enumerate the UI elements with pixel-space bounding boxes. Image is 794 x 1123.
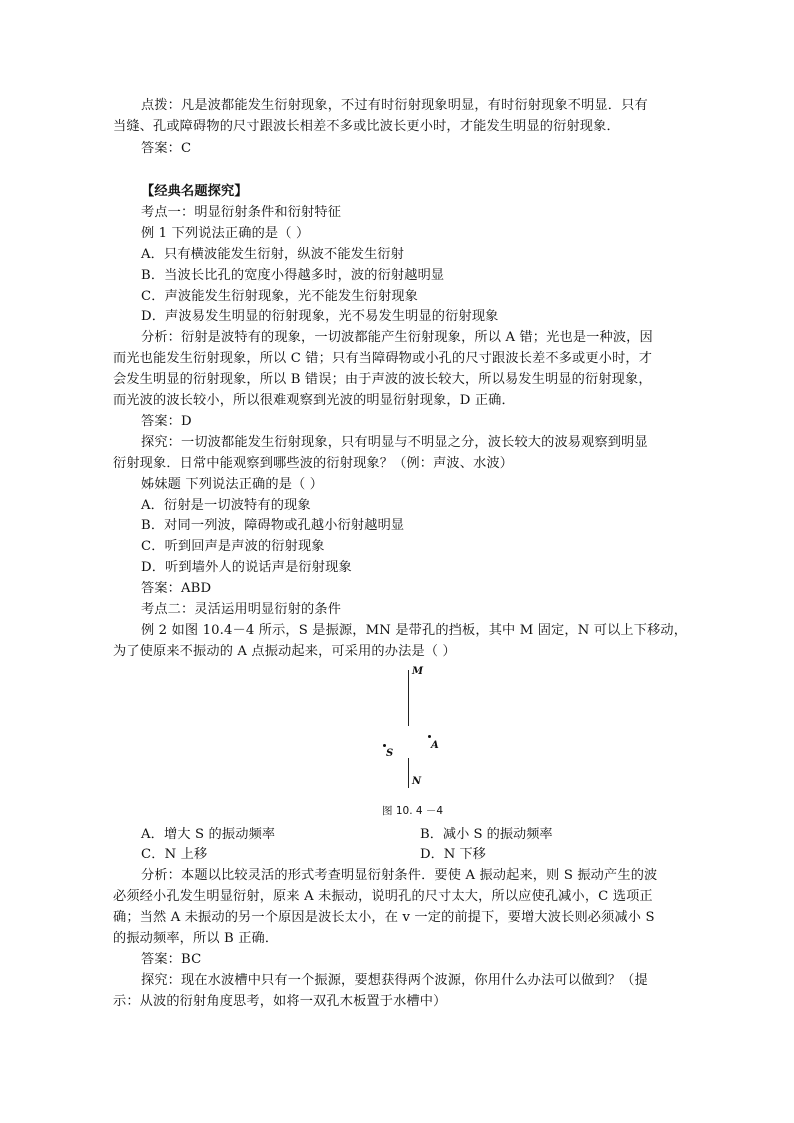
example-2-question-1: 例 2 如图 10.4－4 所示，S 是振源，MN 是带孔的挡板，其中 M 固定，N 可以上下移动， xyxy=(141,623,688,638)
example-2-explore-1: 探究：现在水波槽中只有一个振源，要想获得两个波源，你用什么办法可以做到？（提 xyxy=(141,973,648,988)
sister-question: 姊妹题 下列说法正确的是（ ） xyxy=(141,477,324,492)
example-1-explore-1: 探究：一切波都能发生衍射现象，只有明显与不明显之分，波长较大的波易观察到明显 xyxy=(141,435,648,450)
example-2-analysis-1: 分析：本题以比较灵活的形式考查明显衍射条件．要使 A 振动起来，则 S 振动产生的波 xyxy=(141,868,658,883)
topic-1: 考点一：明显衍射条件和衍射特征 xyxy=(141,205,342,220)
hint-line-1: 点拨：凡是波都能发生衍射现象，不过有时衍射现象明显，有时衍射现象不明显．只有 xyxy=(141,98,648,113)
example-2-answer: 答案：BC xyxy=(141,952,202,967)
example-2-explore-2: 示：从波的衍射角度思考，如将一双孔木板置于水槽中） xyxy=(113,994,447,1009)
label-n: N xyxy=(412,776,422,787)
barrier-m-segment xyxy=(408,670,409,726)
sister-answer: 答案：ABD xyxy=(141,581,212,596)
example-2-analysis-4: 的振动频率，所以 B 正确． xyxy=(113,931,279,946)
sister-option-a: A．衍射是一切波特有的现象 xyxy=(141,498,311,513)
example-1-analysis-2: 而光也能发生衍射现象，所以 C 错；只有当障碍物或小孔的尺寸跟波长差不多或更小时，才 xyxy=(113,351,653,366)
example-1-option-d: D．声波易发生明显的衍射现象，光不易发生明显的衍射现象 xyxy=(141,309,499,324)
example-1-question: 例 1 下列说法正确的是（ ） xyxy=(141,226,310,241)
example-2-option-d: D．N 下移 xyxy=(420,847,486,862)
figure-caption: 图 10. 4 －4 xyxy=(382,805,444,817)
label-m: M xyxy=(412,666,424,677)
example-1-analysis-4: 而光波的波长较小，所以很难观察到光波的明显衍射现象，D 正确． xyxy=(113,393,515,408)
example-2-question-2: 为了使原来不振动的 A 点振动起来，可采用的办法是（ ） xyxy=(113,644,456,659)
topic-2: 考点二：灵活运用明显衍射的条件 xyxy=(141,602,342,617)
label-s: S xyxy=(386,748,394,759)
example-2-analysis-2: 必须经小孔发生明显衍射，原来 A 未振动，说明孔的尺寸太大，所以应使孔减小，C 选项正 xyxy=(113,889,653,904)
example-1-answer: 答案：D xyxy=(141,414,192,429)
sister-option-b: B．对同一列波，障碍物或孔越小衍射越明显 xyxy=(141,518,405,533)
barrier-n-segment xyxy=(408,758,409,788)
example-1-analysis-3: 会发生明显的衍射现象，所以 B 错误；由于声波的波长较大，所以易发生明显的衍射现象， xyxy=(113,372,652,387)
hint-answer: 答案：C xyxy=(141,141,192,156)
example-1-option-b: B．当波长比孔的宽度小得越多时，波的衍射越明显 xyxy=(141,268,445,283)
point-a-dot xyxy=(428,735,431,738)
label-a: A xyxy=(431,740,439,751)
example-2-option-b: B．减小 S 的振动频率 xyxy=(420,827,553,842)
example-2-analysis-3: 确；当然 A 未振动的另一个原因是波长太小，在 v 一定的前提下，要增大波长则必须减小 S xyxy=(113,910,655,925)
hint-line-2: 当缝、孔或障碍物的尺寸跟波长相差不多或比波长更小时，才能发生明显的衍射现象． xyxy=(113,119,620,134)
example-2-option-c: C．N 上移 xyxy=(141,847,208,862)
example-2-option-a: A．增大 S 的振动频率 xyxy=(141,827,276,842)
sister-option-c: C．听到回声是声波的衍射现象 xyxy=(141,539,325,554)
source-s-dot xyxy=(383,744,386,747)
example-1-option-a: A．只有横波能发生衍射，纵波不能发生衍射 xyxy=(141,247,405,262)
sister-option-d: D．听到墙外人的说话声是衍射现象 xyxy=(141,560,352,575)
example-1-analysis-1: 分析：衍射是波特有的现象，一切波都能产生衍射现象，所以 A 错；光也是一种波，因 xyxy=(141,330,653,345)
example-1-option-c: C．声波能发生衍射现象，光不能发生衍射现象 xyxy=(141,289,418,304)
section-title: 【经典名题探究】 xyxy=(141,184,248,199)
example-1-explore-2: 衍射现象．日常中能观察到哪些波的衍射现象？（例：声波、水波） xyxy=(113,456,514,471)
figure-10-4-4 xyxy=(370,660,450,800)
